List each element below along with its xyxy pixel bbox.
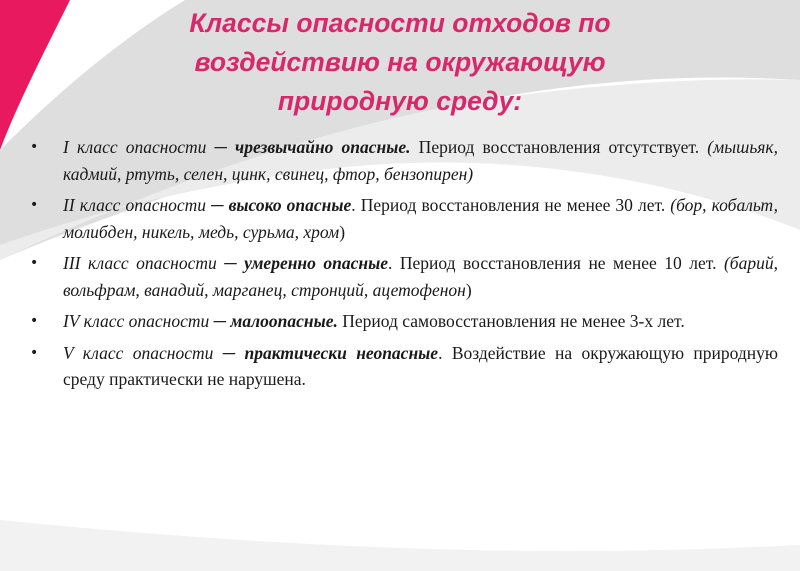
dash: ─	[216, 253, 245, 273]
category-label: малоопасные.	[230, 311, 338, 331]
dash: ─	[206, 137, 236, 157]
bullet-icon: •	[30, 313, 39, 329]
category-label: умеренно опасные	[244, 253, 389, 273]
description-text: . Период восстановления не менее 30 лет.	[351, 195, 671, 215]
category-label: чрезвычайно опасные.	[235, 137, 411, 157]
class-label: I класс опасности	[63, 137, 207, 157]
list-item-class-1	[30, 134, 778, 187]
class-label: IV класс опасности	[63, 311, 210, 331]
dash: ─	[209, 311, 231, 331]
examples-text: (барий, вольфрам, ванадий, марганец, стронций, ацетофенон	[63, 253, 778, 300]
bullet-icon: •	[30, 344, 39, 361]
list-item-class-5	[30, 340, 778, 393]
description-text: Период самовосстановления не менее 3-х лет.	[337, 311, 685, 331]
bottom-gray-swoosh-shape	[0, 520, 800, 571]
category-label: высоко опасные	[228, 195, 352, 215]
class-label: V класс опасности	[63, 342, 214, 363]
class-label: III класс опасности	[63, 253, 217, 273]
tail-text: )	[465, 279, 472, 300]
description-text: Период восстановления отсутствует.	[410, 137, 708, 157]
bullet-icon: •	[30, 255, 39, 271]
description-text: . Период восстановления не менее 10 лет.	[388, 253, 724, 273]
title-line: воздействию на окружающую	[194, 47, 606, 77]
examples-text: (бор, кобальт, молибден, никель, медь, сурьма, хром	[63, 195, 779, 242]
tail-text: )	[339, 221, 346, 242]
class-label: II класс опасности	[63, 195, 207, 215]
hazard-class-list	[30, 134, 778, 398]
title-line: Классы опасности отходов по	[189, 8, 611, 38]
list-item-class-4	[30, 308, 778, 335]
bullet-icon: •	[30, 197, 39, 213]
description-text: . Воздействие на окружающую природную среду практически не нарушена.	[63, 342, 779, 389]
dash: ─	[213, 342, 245, 363]
slide-title	[100, 4, 700, 121]
dash: ─	[206, 195, 229, 215]
title-line: природную среду:	[277, 86, 523, 116]
examples-text: (мышьяк, кадмий, ртуть, селен, цинк, свинец, фтор, бензопирен)	[63, 137, 778, 184]
list-item-class-2	[30, 192, 778, 245]
category-label: практически неопасные	[244, 342, 439, 363]
list-item-class-3	[30, 250, 778, 303]
bullet-icon: •	[30, 139, 39, 155]
